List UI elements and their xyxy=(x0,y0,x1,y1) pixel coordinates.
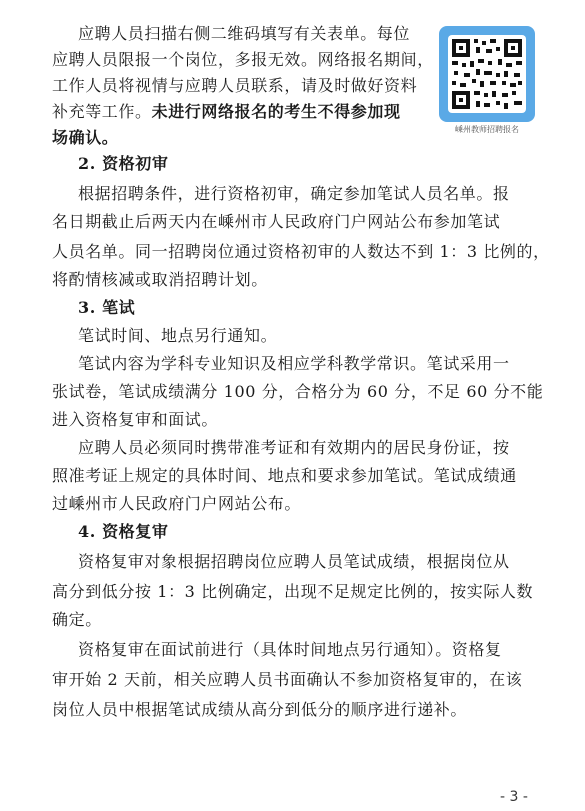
text-line-content: 进入资格复审和面试。 xyxy=(52,410,219,429)
text-line xyxy=(52,270,268,290)
text-line xyxy=(78,184,510,204)
text-line-content: 照准考证上规定的具体时间、地点和要求参加笔试。笔试成绩通 xyxy=(52,466,517,485)
text-line xyxy=(52,494,301,514)
text-line-content: 应聘人员扫描右侧二维码填写有关表单。每位 xyxy=(78,24,411,43)
text-line-content: 资格复审在面试前进行（具体时间地点另行通知）。资格复 xyxy=(78,640,502,659)
text-line xyxy=(52,582,533,602)
text-line-content: 人员名单。同一招聘岗位通过资格初审的人数达不到 1：3 比例的， xyxy=(52,242,550,261)
text-line xyxy=(78,438,510,458)
page-number: - 3 - xyxy=(500,789,528,805)
section-heading xyxy=(78,154,168,174)
text-line xyxy=(52,76,417,96)
text-line-content: 工作人员将视情与应聘人员联系，请及时做好资料 xyxy=(52,76,418,95)
text-line-content: 4. 资格复审 xyxy=(78,522,169,541)
section-heading xyxy=(78,522,168,542)
text-line-content: 审开始 2 天前，相关应聘人员书面确认不参加资格复审的，在该 xyxy=(52,670,523,689)
text-line xyxy=(52,466,517,486)
text-line-content: 岗位人员中根据笔试成绩从高分到低分的顺序进行递补。 xyxy=(52,700,468,719)
text-line-content: 3. 笔试 xyxy=(78,298,136,317)
qr-caption: 嵊州教师招聘报名 xyxy=(455,125,519,134)
text-line-content: 应聘人员限报一个岗位，多报无效。网络报名期间， xyxy=(52,50,434,69)
qr-frame xyxy=(439,26,535,122)
text-line xyxy=(52,212,500,232)
text-line xyxy=(52,382,543,402)
text-line xyxy=(78,24,410,44)
text-line xyxy=(78,640,502,660)
qr-code-icon xyxy=(448,35,526,113)
text-line-content: 资格复审对象根据招聘岗位应聘人员笔试成绩，根据岗位从 xyxy=(78,552,510,571)
text-line xyxy=(52,610,102,630)
text-line xyxy=(52,242,550,262)
text-line xyxy=(78,354,510,374)
text-line-content: 过嵊州市人民政府门户网站公布。 xyxy=(52,494,302,513)
text-line xyxy=(52,670,522,690)
text-line-content: 应聘人员必须同时携带准考证和有效期内的居民身份证，按 xyxy=(78,438,510,457)
text-line-content: 笔试内容为学科专业知识及相应学科教学常识。笔试采用一 xyxy=(78,354,510,373)
text-line xyxy=(78,552,510,572)
section-heading xyxy=(78,298,135,318)
text-line-content: 高分到低分按 1：3 比例确定，出现不足规定比例的，按实际人数 xyxy=(52,582,534,601)
text-line xyxy=(52,700,467,720)
text-line-content: 笔试时间、地点另行通知。 xyxy=(78,326,278,345)
text-line-content: 补充等工作。 xyxy=(52,102,152,121)
qr-card[interactable] xyxy=(439,26,535,140)
text-line-content: 根据招聘条件，进行资格初审，确定参加笔试人员名单。报 xyxy=(78,184,510,203)
text-line-content: 将酌情核减或取消招聘计划。 xyxy=(52,270,268,289)
bold-notice: 未进行网络报名的考生不得参加现 xyxy=(151,102,401,121)
text-line xyxy=(52,410,218,430)
text-line xyxy=(52,102,401,122)
text-line xyxy=(78,326,277,346)
text-line-content: 张试卷，笔试成绩满分 100 分，合格分为 60 分，不足 60 分不能 xyxy=(52,382,544,401)
text-line xyxy=(52,128,118,148)
text-line-content: 2. 资格初审 xyxy=(78,154,169,173)
text-line xyxy=(52,50,434,70)
text-line-content: 名日期截止后两天内在嵊州市人民政府门户网站公布参加笔试 xyxy=(52,212,501,231)
text-line-content: 场确认。 xyxy=(52,128,119,147)
text-line-content: 确定。 xyxy=(52,610,102,629)
